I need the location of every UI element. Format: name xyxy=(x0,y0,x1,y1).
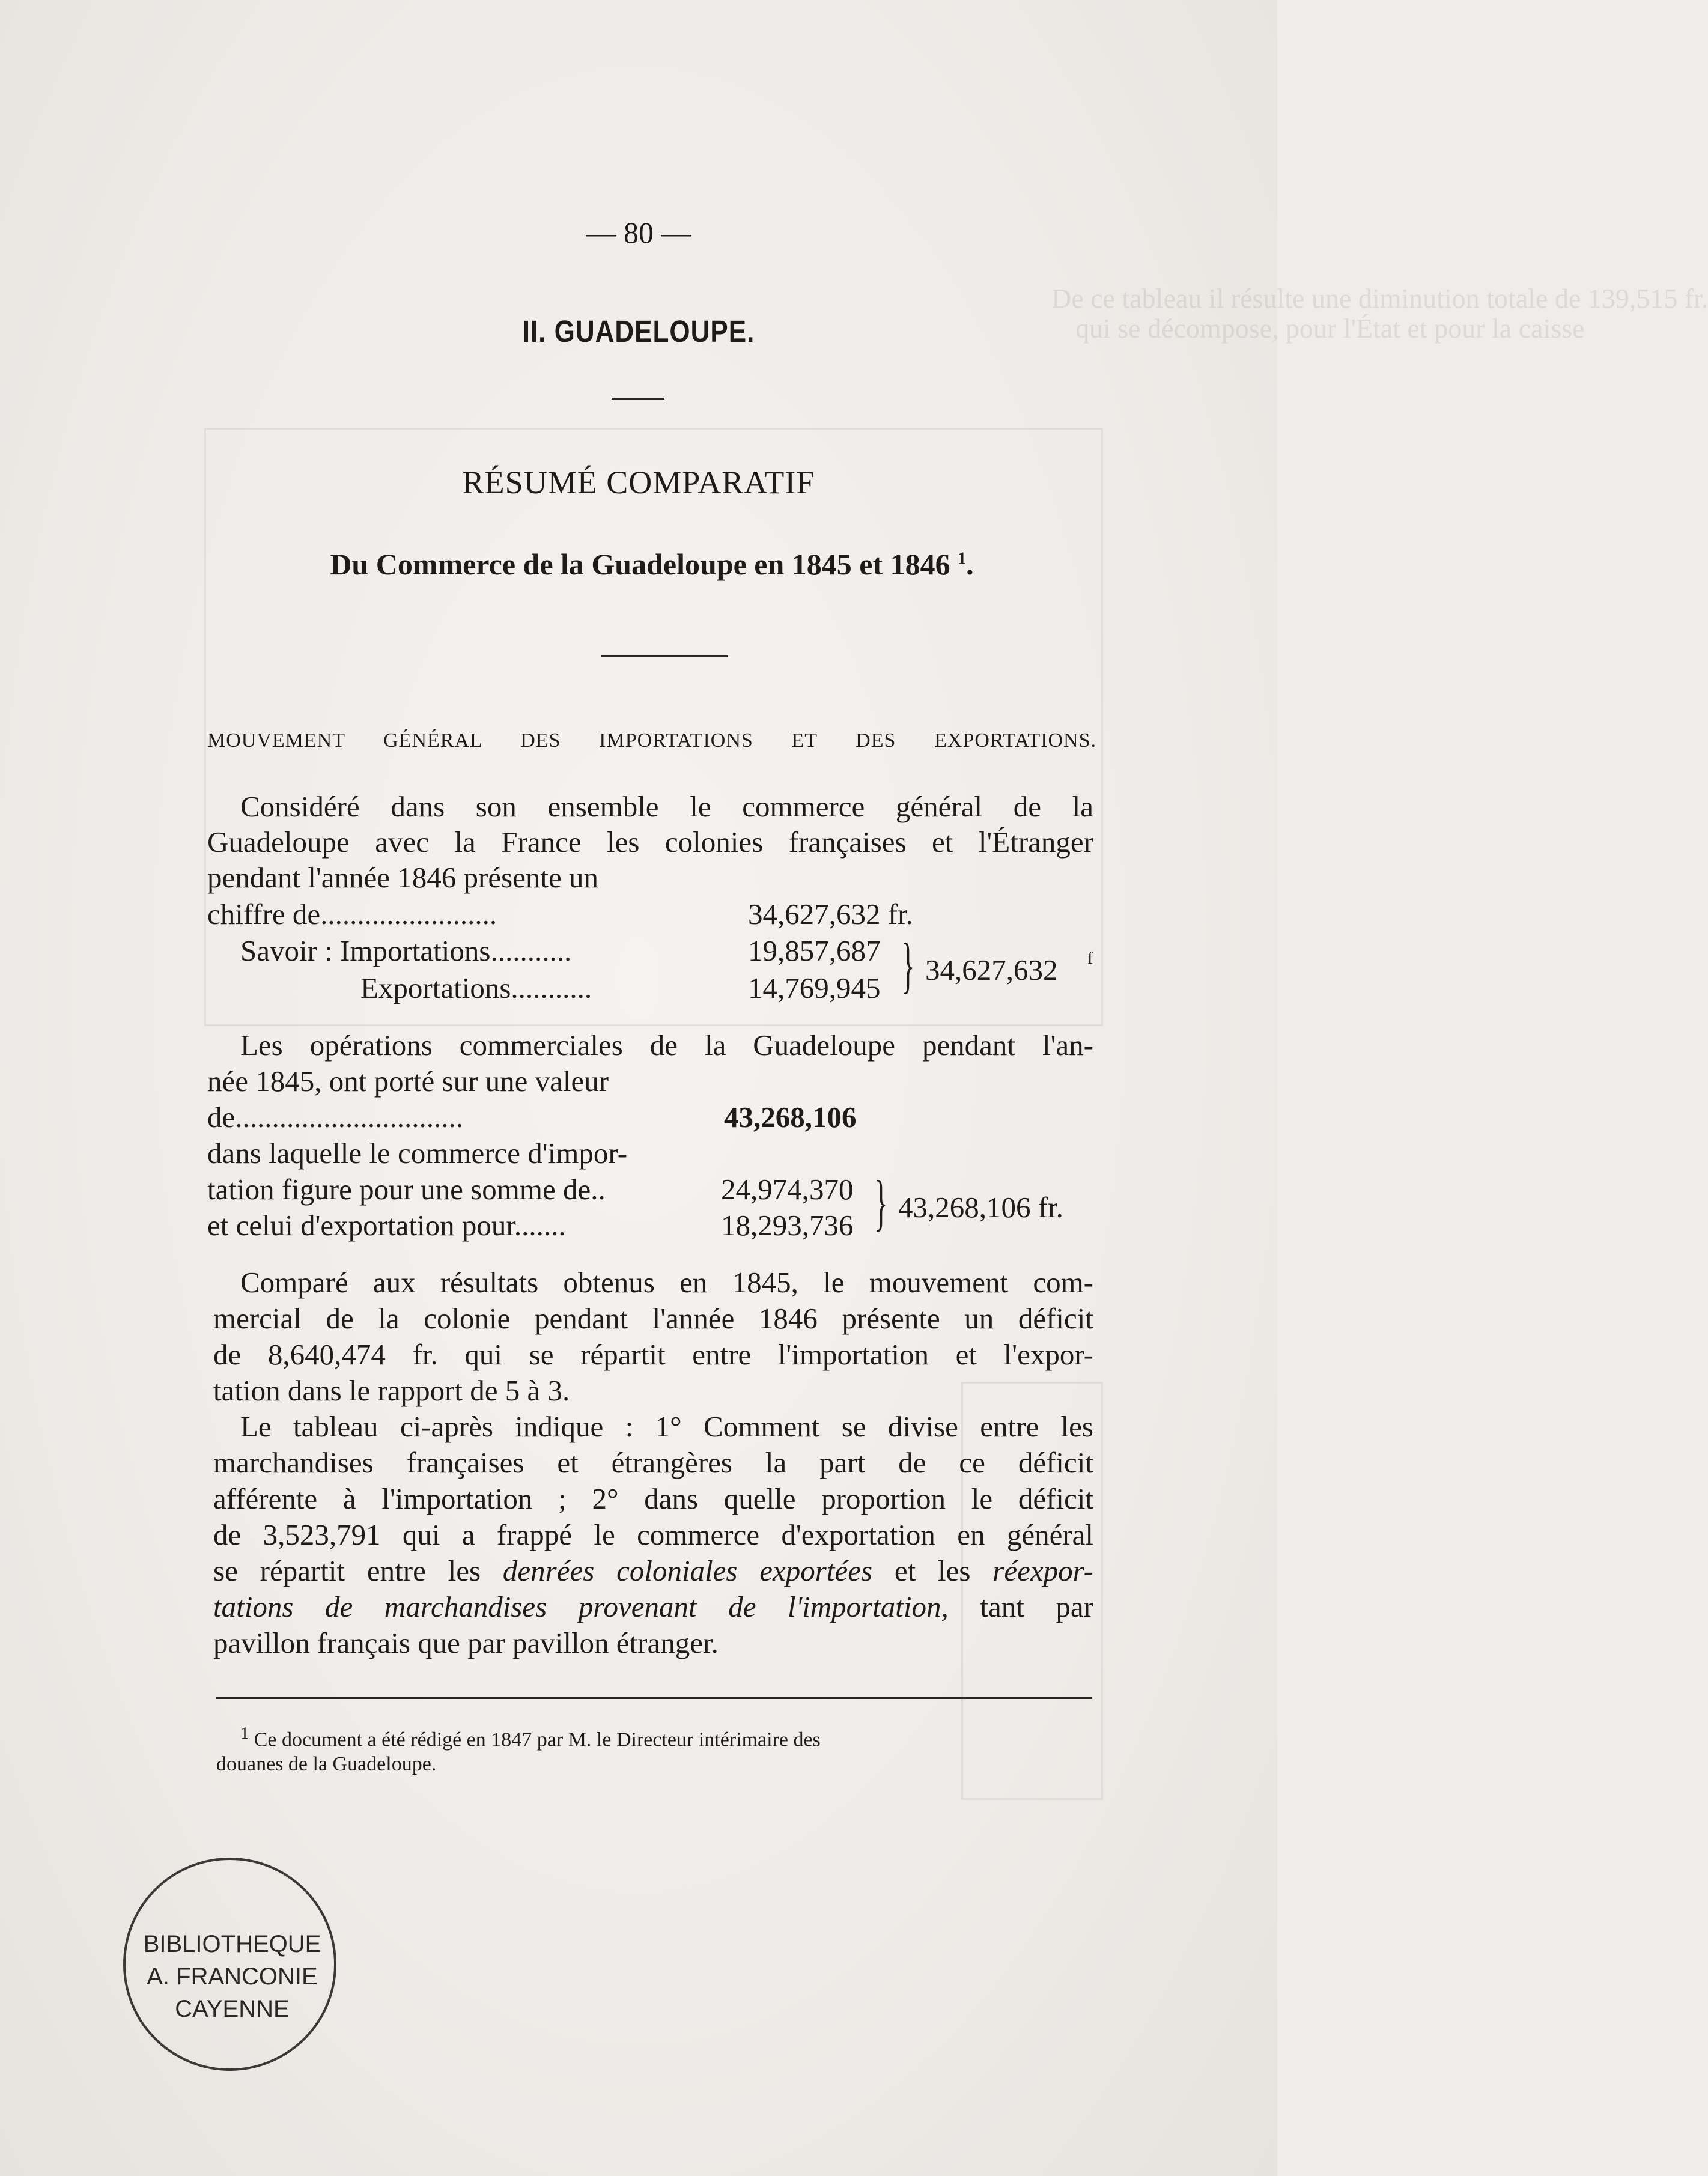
paragraph-line xyxy=(213,1592,1093,1621)
page-title: RÉSUMÉ COMPARATIF xyxy=(462,464,815,500)
italic-run: réexpor- xyxy=(992,1554,1094,1587)
total-label: chiffre de........................ xyxy=(207,898,497,931)
import-value: 24,974,370 xyxy=(721,1173,854,1206)
bracket-1: } xyxy=(901,931,915,1000)
title-divider xyxy=(601,655,728,657)
importations-label: Savoir : Importations........... xyxy=(240,934,572,967)
paragraph-line: pavillon français que par pavillon étranger. xyxy=(213,1626,719,1659)
footnote-divider xyxy=(216,1697,1092,1699)
exportations-label: Exportations........... xyxy=(360,971,592,1004)
value-label: de............................... xyxy=(207,1101,463,1134)
footnote-marker: 1 xyxy=(958,549,967,568)
import-label: tation figure pour une somme de.. xyxy=(207,1173,606,1206)
paragraph-line: Comparé aux résultats obtenus en 1845, le mouvement com- xyxy=(240,1266,1093,1299)
paragraph-line: tation dans le rapport de 5 à 3. xyxy=(213,1374,570,1407)
paragraph-line: dans laquelle le commerce d'impor- xyxy=(207,1137,628,1170)
footnote-line: douanes de la Guadeloupe. xyxy=(216,1753,437,1775)
bracket-total: 43,268,106 fr. xyxy=(898,1191,1063,1224)
text-run: et les xyxy=(894,1554,971,1587)
subtitle-text: Du Commerce de la Guadeloupe en 1845 et 1846 xyxy=(330,547,950,581)
export-label: et celui d'exportation pour....... xyxy=(207,1209,566,1242)
footnote-marker: 1 xyxy=(240,1724,249,1743)
value-amount: 43,268,106 xyxy=(724,1101,857,1134)
total-value: 34,627,632 fr. xyxy=(748,898,913,931)
paragraph-line: de 8,640,474 fr. qui se répartit entre l'importation et l'expor- xyxy=(213,1338,1093,1371)
page-number: — 80 — xyxy=(586,216,691,249)
stamp-line: CAYENNE xyxy=(175,1996,290,2022)
subtitle xyxy=(207,547,1096,582)
paragraph-line: afférente à l'importation ; 2° dans quelle proportion le déficit xyxy=(213,1482,1093,1515)
heading-divider xyxy=(612,398,664,400)
section-heading: II. GUADELOUPE. xyxy=(522,315,755,349)
italic-run: denrées coloniales exportées xyxy=(502,1554,873,1587)
paragraph-line: de 3,523,791 qui a frappé le commerce d'exportation en général xyxy=(213,1518,1093,1551)
section-subheading: MOUVEMENT GÉNÉRAL DES IMPORTATIONS ET DES EXPORTATIONS. xyxy=(207,729,1096,752)
library-stamp xyxy=(123,1858,336,2071)
text-run: tant par xyxy=(980,1590,1093,1623)
bracket-2: } xyxy=(874,1168,888,1237)
bracket-unit-mark: f xyxy=(1087,949,1093,968)
exportations-value: 14,769,945 xyxy=(748,971,881,1004)
export-value: 18,293,736 xyxy=(721,1209,854,1242)
show-through-text: De ce tableau il résulte une diminution totale de 139,515 fr. xyxy=(1051,283,1708,314)
stamp-line: A. FRANCONIE xyxy=(147,1963,318,1990)
show-through-text: qui se décompose, pour l'État et pour la caisse xyxy=(1075,313,1585,344)
italic-run: tations de marchandises provenant de l'importation, xyxy=(213,1590,949,1623)
stamp-line: BIBLIOTHEQUE xyxy=(143,1931,321,1957)
paragraph-line: mercial de la colonie pendant l'année 1846 présente un déficit xyxy=(213,1302,1093,1335)
importations-value: 19,857,687 xyxy=(748,934,881,967)
bracket-total: 34,627,632 xyxy=(925,953,1058,986)
text-run: se répartit entre les xyxy=(213,1554,481,1587)
paragraph-line: née 1845, ont porté sur une valeur xyxy=(207,1065,609,1098)
footnote-text: Ce document a été rédigé en 1847 par M. le Directeur intérimaire des xyxy=(254,1728,821,1751)
paragraph-line: Le tableau ci-après indique : 1° Comment se divise entre les xyxy=(240,1410,1093,1443)
paragraph-line: Les opérations commerciales de la Guadeloupe pendant l'an- xyxy=(240,1029,1093,1062)
subtitle-period: . xyxy=(966,547,974,581)
paragraph-line: Considéré dans son ensemble le commerce général de la xyxy=(240,790,1093,823)
paragraph-line: pendant l'année 1846 présente un xyxy=(207,861,599,894)
paragraph-line: Guadeloupe avec la France les colonies françaises et l'Étranger xyxy=(207,825,1093,859)
paragraph-line xyxy=(213,1556,1093,1585)
footnote-line xyxy=(240,1724,821,1751)
paragraph-line: marchandises françaises et étrangères la part de ce déficit xyxy=(213,1446,1093,1479)
